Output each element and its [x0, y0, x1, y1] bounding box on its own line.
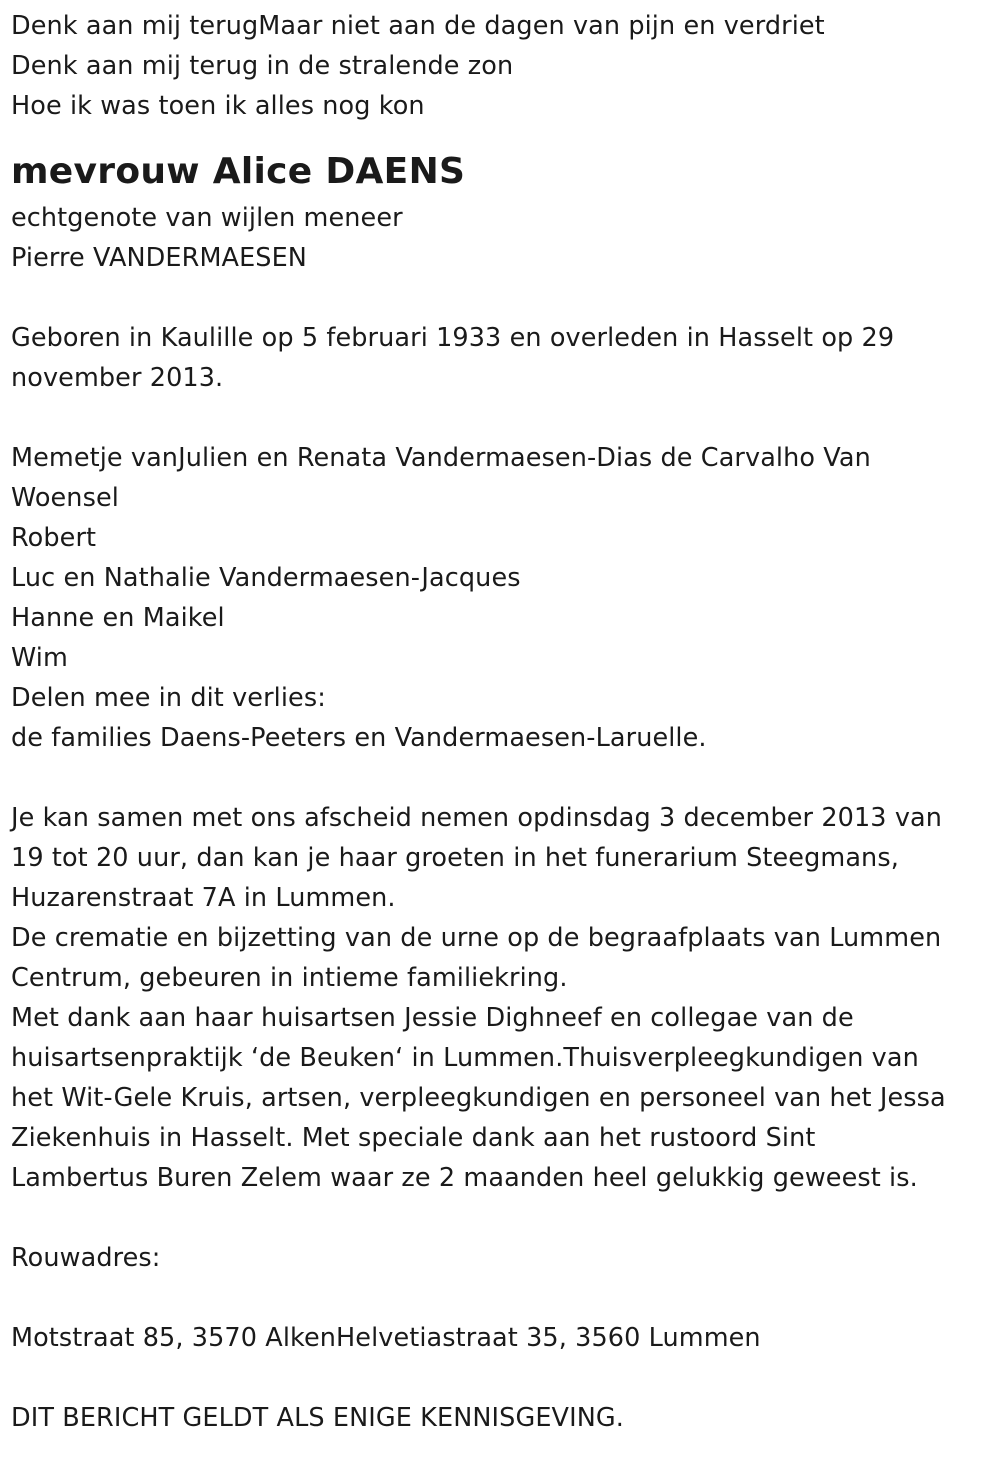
family-block [11, 438, 991, 758]
family-line: Hanne en Maikel [11, 603, 225, 633]
birth-death-line: november 2013. [11, 363, 224, 393]
farewell-line: Je kan samen met ons afscheid nemen opdinsdag 3 december 2013 van [11, 803, 943, 833]
farewell-line: Met dank aan haar huisartsen Jessie Dighneef en collegae van de [11, 1003, 854, 1033]
family-line: de families Daens-Peeters en Vandermaesen-Laruelle. [11, 723, 707, 753]
family-line: Wim [11, 643, 68, 673]
farewell-line: Huzarenstraat 7A in Lummen. [11, 883, 396, 913]
farewell-line: het Wit-Gele Kruis, artsen, verpleegkundigen en personeel van het Jessa [11, 1083, 946, 1113]
notice: DIT BERICHT GELDT ALS ENIGE KENNISGEVING. [11, 1403, 624, 1433]
family-line: Woensel [11, 483, 119, 513]
farewell-line: huisartsenpraktijk ‘de Beuken‘ in Lummen.Thuisverpleegkundigen van [11, 1043, 919, 1073]
poem-line: Denk aan mij terug in de stralende zon [11, 51, 514, 81]
deceased-name: mevrouw Alice DAENS [11, 151, 466, 192]
farewell-line: 19 tot 20 uur, dan kan je haar groeten in het funerarium Steegmans, [11, 843, 899, 873]
family-line: Robert [11, 523, 97, 553]
spouse-block [11, 198, 991, 278]
poem-line: Hoe ik was toen ik alles nog kon [11, 91, 425, 121]
farewell-line: Ziekenhuis in Hasselt. Met speciale dank aan het rustoord Sint [11, 1123, 816, 1153]
farewell-block [11, 798, 991, 1198]
spouse-line: Pierre VANDERMAESEN [11, 243, 307, 273]
farewell-line: Centrum, gebeuren in intieme familiekring. [11, 963, 568, 993]
birth-death-block [11, 318, 991, 398]
farewell-line: Lambertus Buren Zelem waar ze 2 maanden heel gelukkig geweest is. [11, 1163, 918, 1193]
spouse-line: echtgenote van wijlen meneer [11, 203, 403, 233]
family-line: Memetje vanJulien en Renata Vandermaesen-Dias de Carvalho Van [11, 443, 871, 473]
birth-death-line: Geboren in Kaulille op 5 februari 1933 en overleden in Hasselt op 29 [11, 323, 895, 353]
poem-block [11, 6, 991, 126]
family-line: Luc en Nathalie Vandermaesen-Jacques [11, 563, 521, 593]
farewell-line: De crematie en bijzetting van de urne op de begraafplaats van Lummen [11, 923, 942, 953]
family-line: Delen mee in dit verlies: [11, 683, 326, 713]
poem-line: Denk aan mij terugMaar niet aan de dagen van pijn en verdriet [11, 11, 825, 41]
address: Motstraat 85, 3570 AlkenHelvetiastraat 35, 3560 Lummen [11, 1323, 761, 1353]
address-label: Rouwadres: [11, 1243, 161, 1273]
obituary-document [11, 6, 991, 1438]
